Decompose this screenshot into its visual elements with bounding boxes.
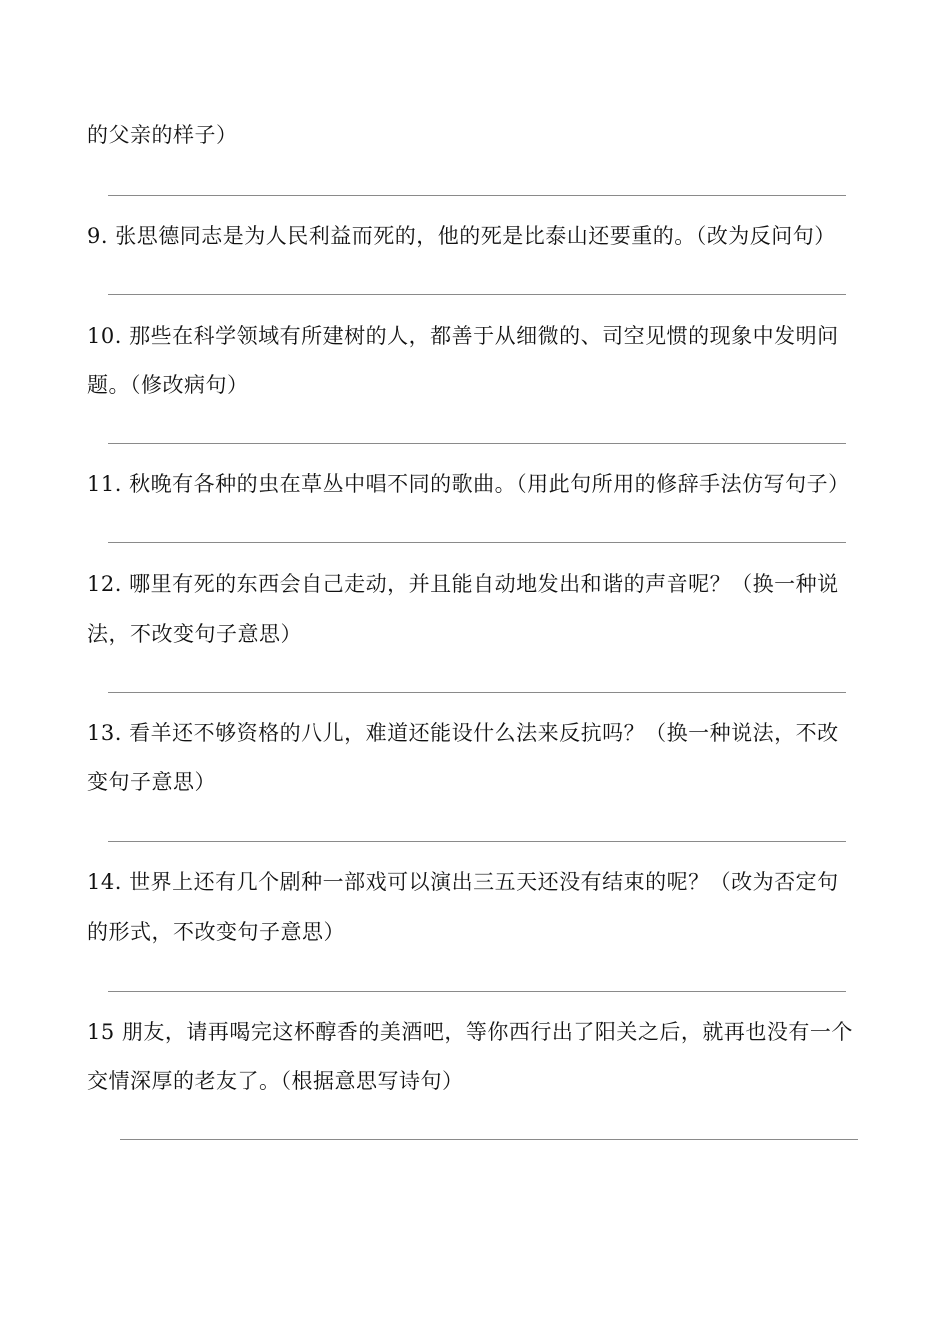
question-12-line-2: 法，不改变句子意思） [87,622,302,646]
answer-line[interactable] [108,294,846,295]
answer-line[interactable] [108,991,846,992]
answer-line[interactable] [108,443,846,444]
question-14-line-2: 的形式，不改变句子意思） [87,920,345,944]
question-10-line-2: 题。（修改病句） [87,373,249,397]
answer-line[interactable] [108,542,846,543]
question-15-line-1: 15 朋友，请再喝完这杯醇香的美酒吧，等你西行出了阳关之后，就再也没有一个 [87,1020,853,1044]
question-13-line-1: 13. 看羊还不够资格的八儿，难道还能设什么法来反抗吗？（换一种说法，不改 [87,721,839,745]
answer-line[interactable] [108,841,846,842]
answer-line[interactable] [120,1139,858,1140]
question-14-line-1: 14. 世界上还有几个剧种一部戏可以演出三五天还没有结束的呢？（改为否定句 [87,870,839,894]
question-11: 11. 秋晚有各种的虫在草丛中唱不同的歌曲。（用此句所用的修辞手法仿写句子） [87,472,850,496]
question-10-line-1: 10. 那些在科学领域有所建树的人，都善于从细微的、司空见惯的现象中发明问 [87,324,839,348]
answer-line[interactable] [108,195,846,196]
question-15-line-2: 交情深厚的老友了。（根据意思写诗句） [87,1069,464,1093]
question-9: 9. 张思德同志是为人民利益而死的，他的死是比泰山还要重的。（改为反问句） [87,224,836,248]
question-12-line-1: 12. 哪里有死的东西会自己走动，并且能自动地发出和谐的声音呢？（换一种说 [87,572,839,596]
question-13-line-2: 变句子意思） [87,770,216,794]
continuation-text: 的父亲的样子） [87,123,238,147]
answer-line[interactable] [108,692,846,693]
